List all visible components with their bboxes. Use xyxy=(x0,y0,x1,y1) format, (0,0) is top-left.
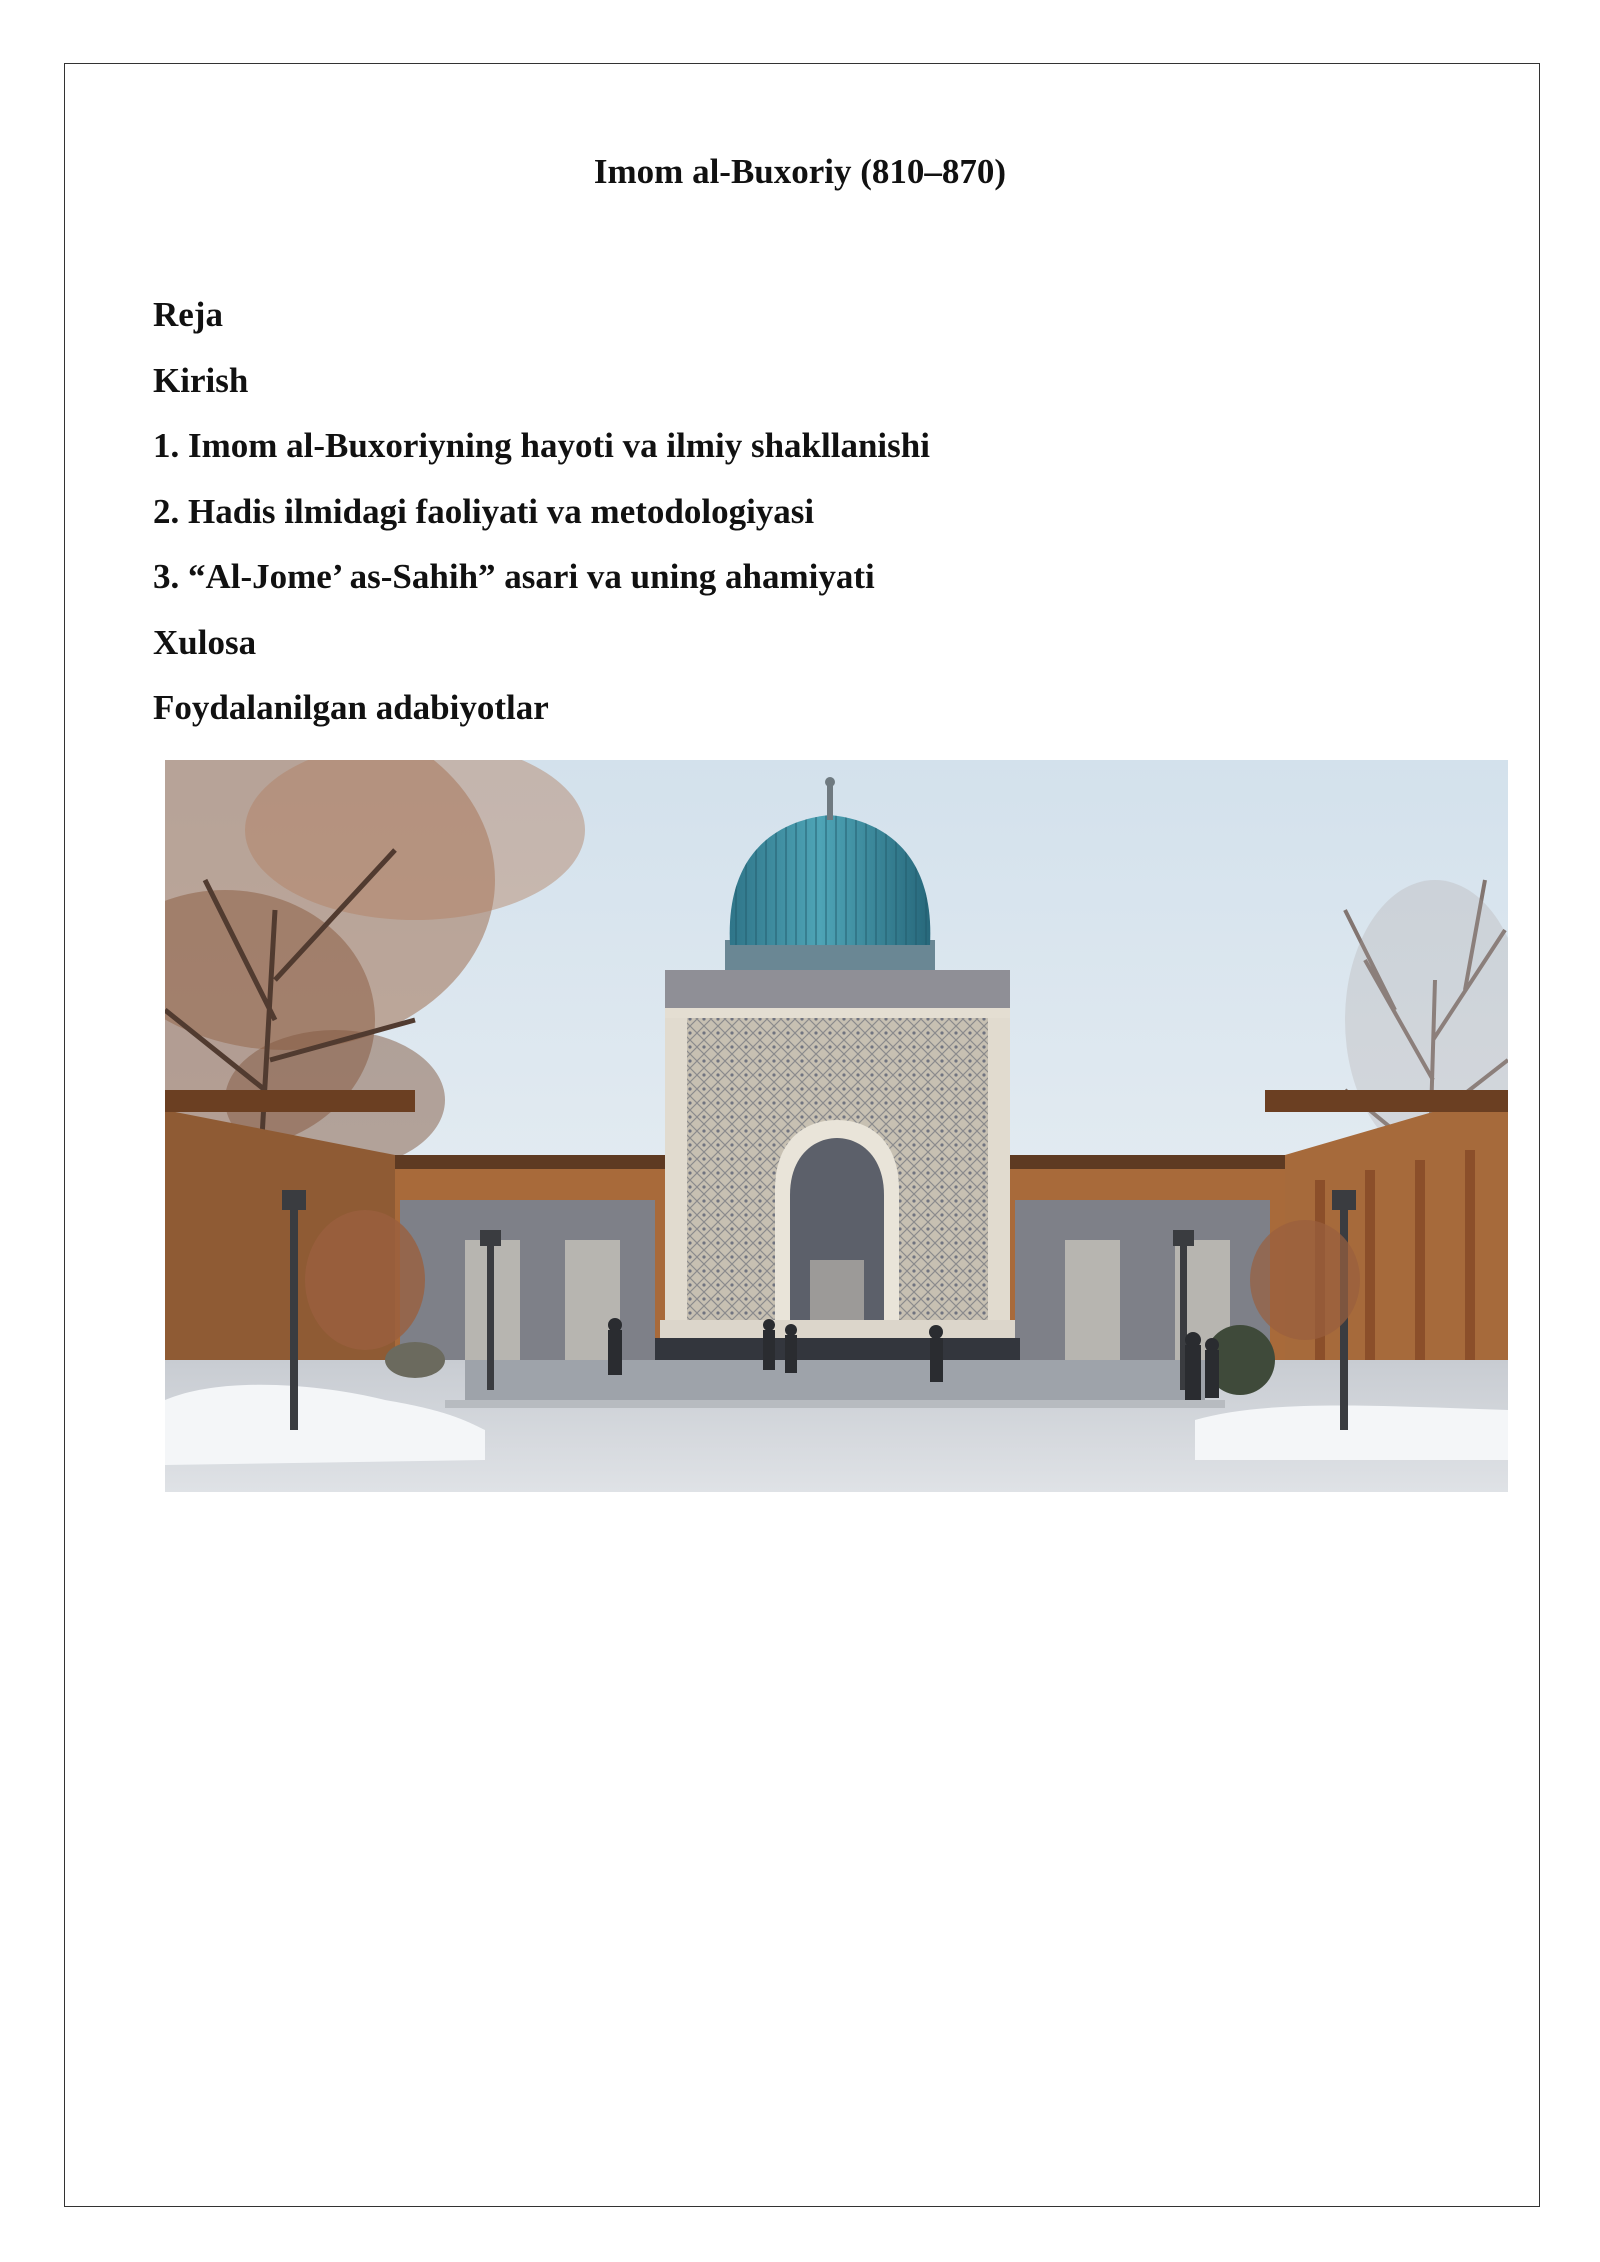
plan-item-conclusion: Xulosa xyxy=(153,622,257,662)
portal xyxy=(655,970,1020,1374)
plan-item-3: 3. “Al-Jome’ as-Sahih” asari va uning ahamiyati xyxy=(153,557,875,596)
plan-item-1: 1. Imom al-Buxoriyning hayoti va ilmiy shakllanishi xyxy=(153,426,930,465)
plan-item-introduction: Kirish xyxy=(153,360,249,400)
plan-heading: Reja xyxy=(153,295,223,334)
plan-item-2: 2. Hadis ilmidagi faoliyati va metodologiyasi xyxy=(153,491,815,531)
document-title: Imom al-Buxoriy (810–870) xyxy=(593,152,1007,191)
plan-item-references: Foydalanilgan adabiyotlar xyxy=(153,688,549,727)
plan-list xyxy=(153,282,930,741)
mausoleum-illustration xyxy=(165,760,1508,1492)
steps xyxy=(465,1360,1205,1400)
mausoleum-photo xyxy=(165,760,1508,1492)
